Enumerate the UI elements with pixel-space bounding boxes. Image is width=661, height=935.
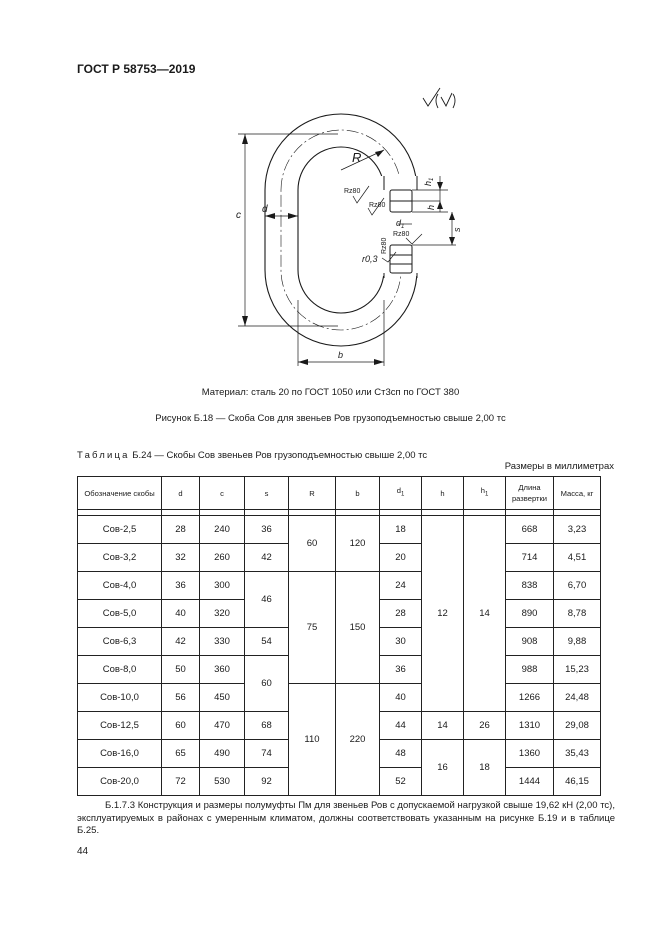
header-d1: $d_1$ (380, 477, 422, 510)
lower-collar (390, 245, 412, 273)
table-caption (77, 450, 427, 461)
label-rz4: Rz80 (381, 237, 388, 254)
header-length: Длина развертки (506, 477, 554, 510)
table-row: Сов-16,0 65 490 74 48 16 18 1360 35,43 (78, 740, 601, 768)
header-mass: Масса, кг (554, 477, 601, 510)
page-number: 44 (77, 846, 89, 857)
label-h1: $h_1$ (423, 177, 435, 186)
header-h1: $h_1$ (464, 477, 506, 510)
roughness-symbol (423, 88, 455, 108)
label-rz1: Rz80 (344, 188, 361, 195)
table-caption-text: Б.24 — Скобы Сов звеньев Ров грузоподъемностью свыше 2,00 тс (132, 450, 428, 461)
header-R: R (289, 477, 336, 510)
spec-table (77, 476, 601, 796)
table-row: Сов-5,0 40 320 28 890 8,78 (78, 600, 601, 628)
header-h: h (422, 477, 464, 510)
shackle-inner-contour (298, 147, 384, 313)
document-header: ГОСТ Р 58753—2019 (77, 62, 196, 76)
material-note: Материал: сталь 20 по ГОСТ 1050 или Ст3сп по ГОСТ 380 (201, 387, 460, 398)
label-d: d (262, 204, 268, 215)
label-c: c (236, 210, 241, 221)
header-b: b (336, 477, 380, 510)
shackle-drawing (0, 0, 661, 385)
table-caption-prefix: Таблица (77, 450, 130, 461)
table-row: Сов-6,3 42 330 54 30 908 9,88 (78, 628, 601, 656)
label-s: s (452, 227, 462, 232)
table-header-row (78, 477, 601, 510)
header-c: c (200, 477, 245, 510)
table-row: Сов-2,5 28 240 36 60 120 18 12 14 668 3,23 (78, 516, 601, 544)
table-row: Сов-4,0 36 300 46 75 150 24 838 6,70 (78, 572, 601, 600)
paragraph-b173: Б.1.7.3 Конструкция и размеры полумуфты Пм для звеньев Ров с допускаемой нагрузкой свыше 19,62 кН (2,00 тс), эксплуатируемых в районах с умеренным климатом, должны соответствовать указанным на рисунке Б.19 и в таблице Б.25. (77, 800, 615, 836)
table-row: Сов-20,0 72 530 92 52 1444 46,15 (78, 768, 601, 796)
header-s: s (245, 477, 289, 510)
label-rz2: Rz80 (369, 202, 386, 209)
label-R: R (352, 150, 362, 165)
table-row: Сов-3,2 32 260 42 20 714 4,51 (78, 544, 601, 572)
figure-caption: Рисунок Б.18 — Скоба Сов для звеньев Ров грузоподъемностью свыше 2,00 тс (155, 413, 506, 424)
label-d1: $d_1$ (396, 218, 405, 230)
label-r: r0,3 (362, 254, 378, 264)
label-h: h (426, 204, 436, 210)
table-row: Сов-10,0 56 450 110 220 40 1266 24,48 (78, 684, 601, 712)
header-designation: Обозначение скобы (78, 477, 162, 510)
table-row: Сов-8,0 50 360 60 36 988 15,23 (78, 656, 601, 684)
label-rz3: Rz80 (393, 231, 410, 238)
header-d: d (162, 477, 200, 510)
table-row: Сов-12,5 60 470 68 44 14 26 1310 29,08 (78, 712, 601, 740)
table-units: Размеры в миллиметрах (504, 461, 614, 472)
label-b: b (338, 350, 344, 360)
